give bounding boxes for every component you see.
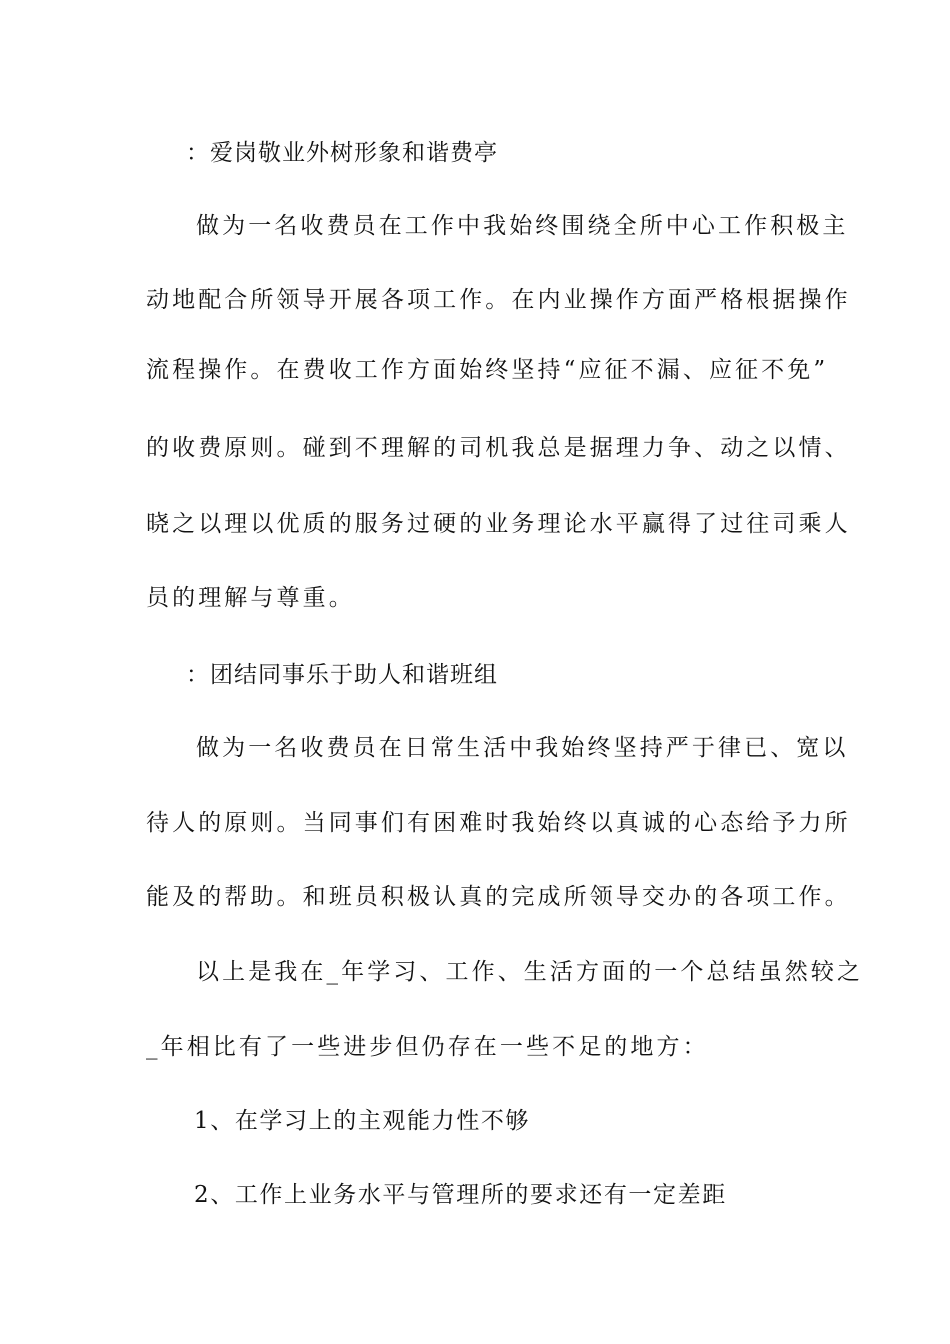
section-heading-teamwork: ：团结同事乐于助人和谐班组 <box>186 662 498 688</box>
paragraph-line: 能及的帮助。和班员积极认真的完成所领导交办的各项工作。 <box>146 884 851 910</box>
list-item: 2、工作上业务水平与管理所的要求还有一定差距 <box>194 1182 727 1208</box>
paragraph-line: 动地配合所领导开展各项工作。在内业操作方面严格根据操作 <box>146 287 851 313</box>
paragraph-line: 做为一名收费员在日常生活中我始终坚持严于律已、宽以 <box>196 735 849 761</box>
paragraph-line: 的收费原则。碰到不理解的司机我总是据理力争、动之以情、 <box>146 435 851 461</box>
paragraph-line: 流程操作。在费收工作方面始终坚持“应征不漏、应征不免” <box>146 357 829 383</box>
paragraph-line: 以上是我在_年学习、工作、生活方面的一个总结虽然较之 <box>196 959 864 985</box>
paragraph-line: _年相比有了一些进步但仍存在一些不足的地方： <box>146 1034 709 1060</box>
paragraph-line: 做为一名收费员在工作中我始终围绕全所中心工作积极主 <box>196 213 849 239</box>
paragraph-line: 待人的原则。当同事们有困难时我始终以真诚的心态给予力所 <box>146 810 851 836</box>
paragraph-line: 晓之以理以优质的服务过硬的业务理论水平赢得了过往司乘人 <box>146 511 851 537</box>
section-heading-dedication: ：爱岗敬业外树形象和谐费亭 <box>186 140 498 166</box>
list-item: 1、在学习上的主观能力性不够 <box>194 1108 531 1134</box>
paragraph-line: 员的理解与尊重。 <box>146 585 355 611</box>
